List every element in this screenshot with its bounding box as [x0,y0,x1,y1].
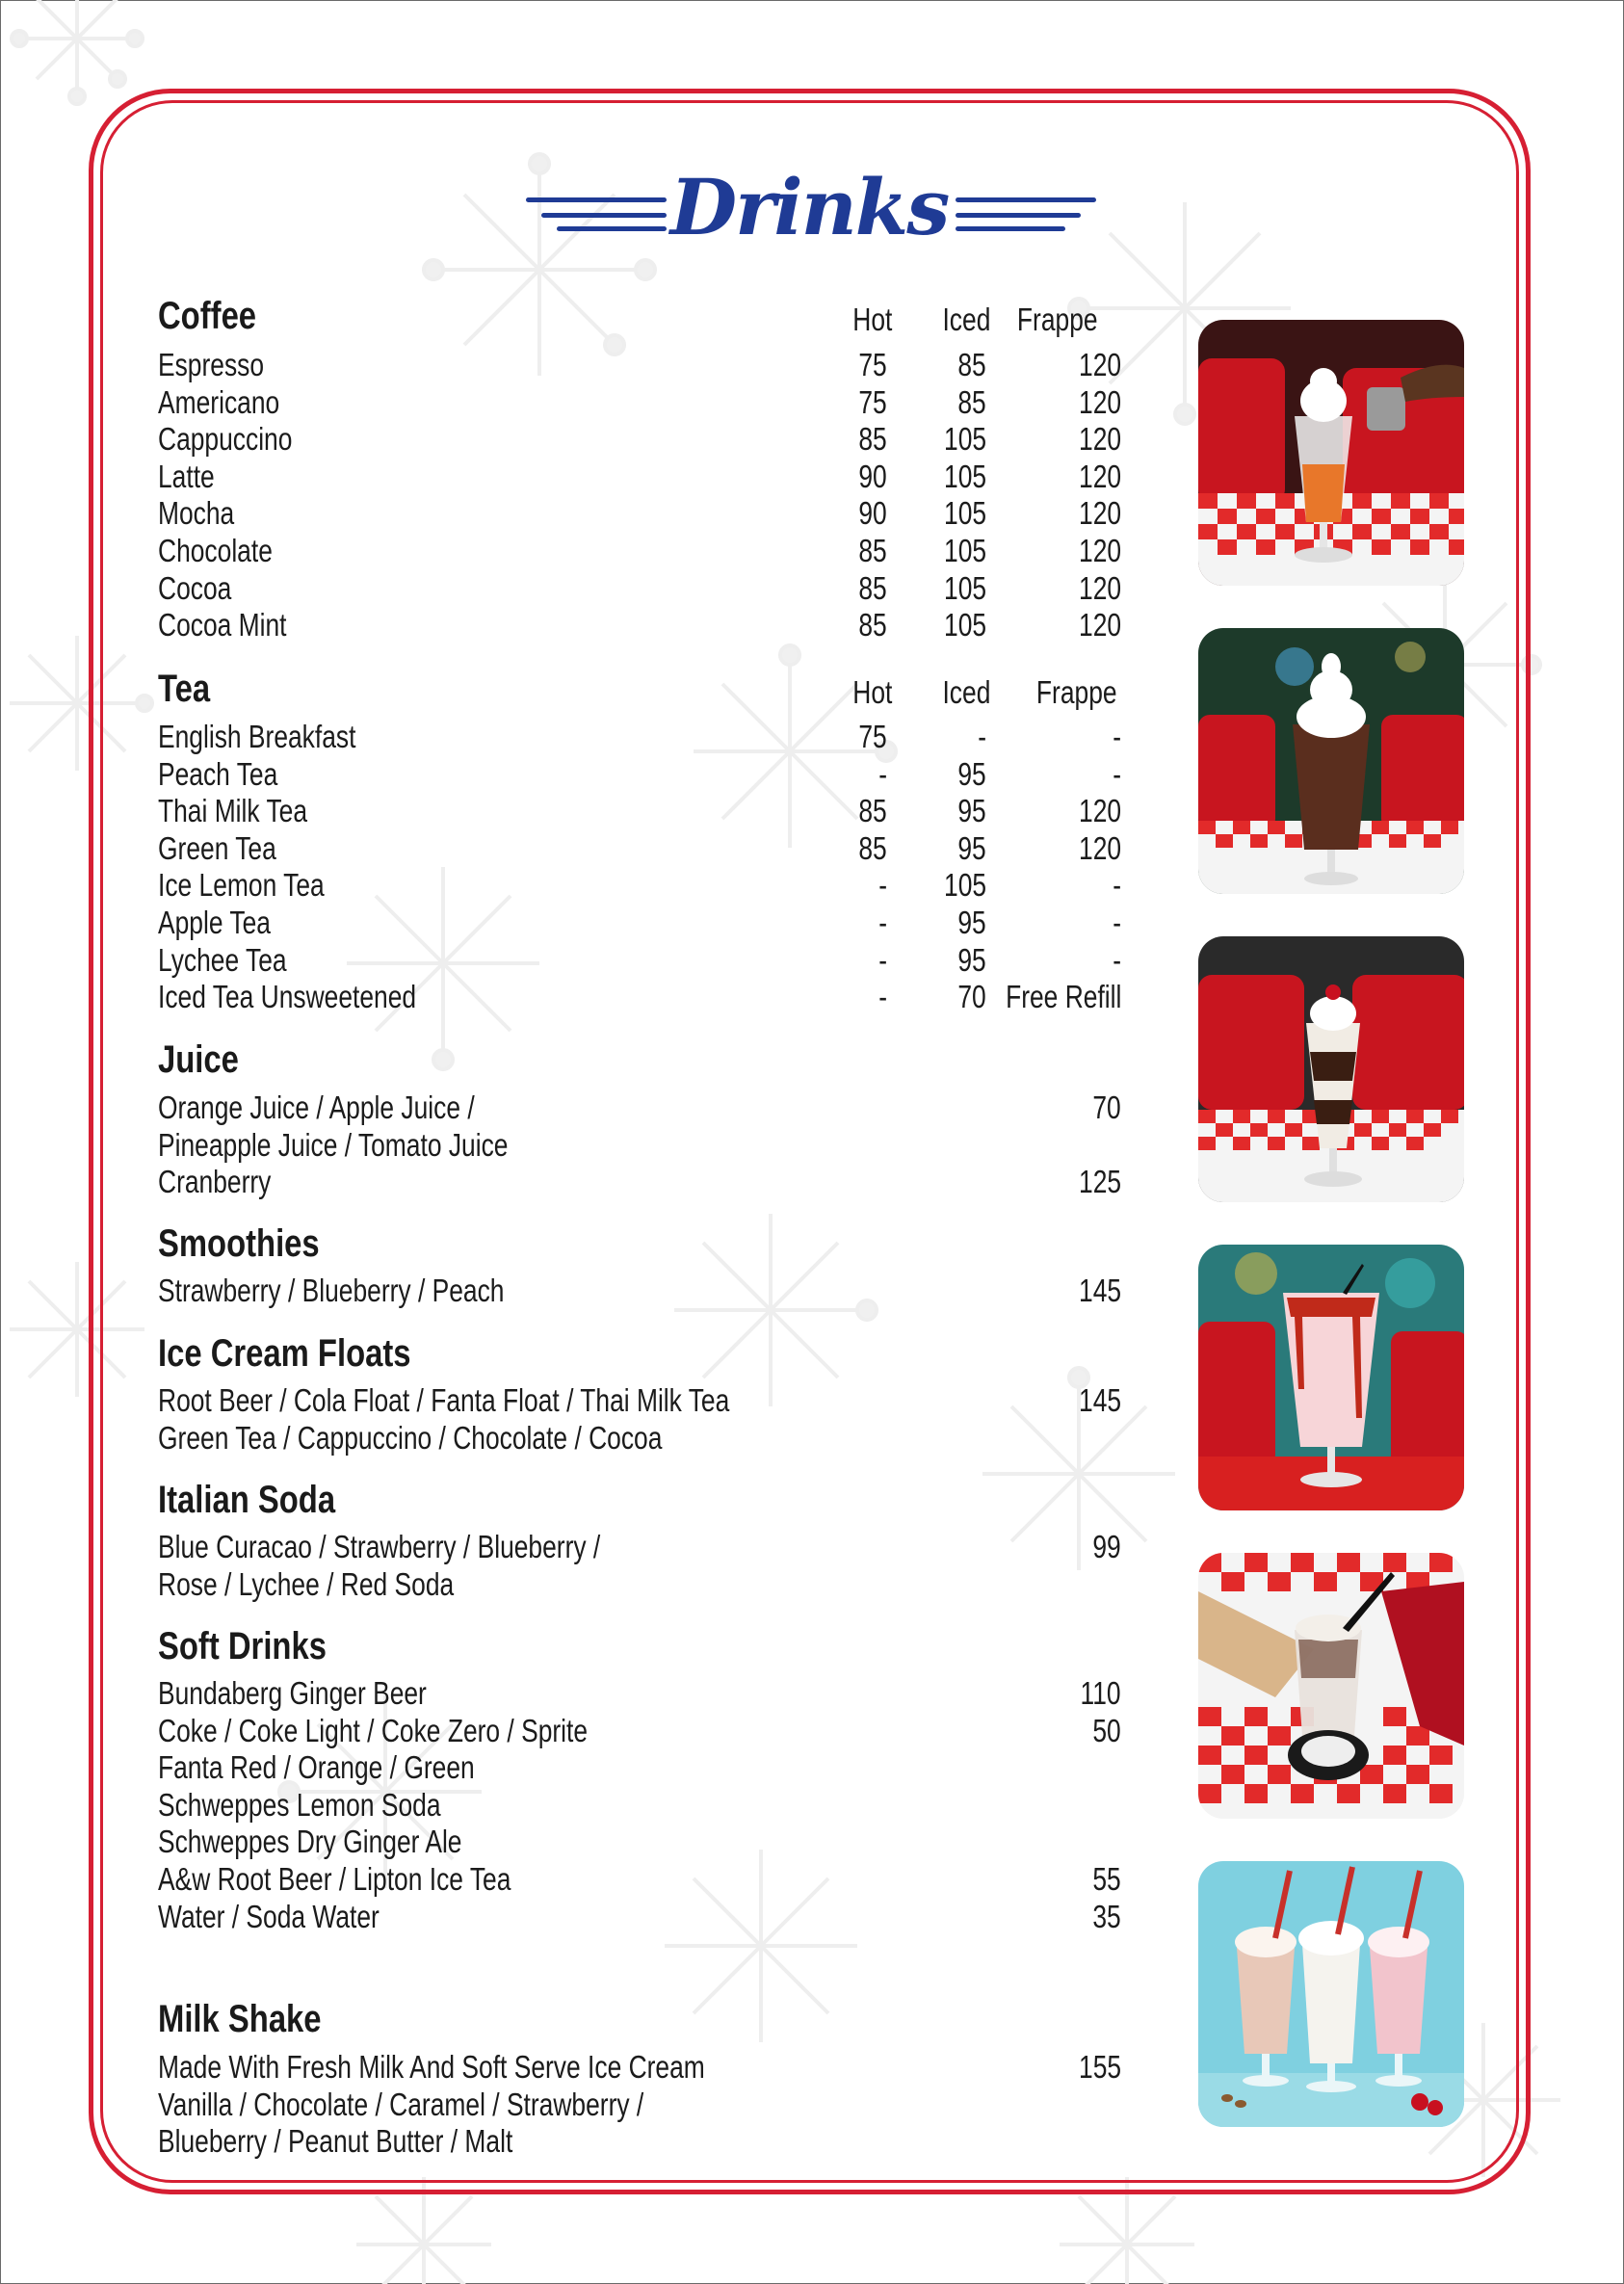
col-frappe-tea: Frappe [1036,674,1117,710]
price-hot: 75 [858,347,887,382]
price-iced: 105 [943,533,986,568]
item-name: Green Tea / Cappuccino / Chocolate / Cocoa [158,1420,663,1456]
menu-row [158,1127,1121,1164]
price: 125 [1078,1164,1121,1199]
menu-row [158,421,1121,458]
item-name: Blueberry / Peanut Butter / Malt [158,2123,513,2159]
price-hot: 85 [858,607,887,643]
menu-row [158,2049,1121,2086]
item-name: Root Beer / Cola Float / Fanta Float / Thai Milk Tea [158,1382,730,1418]
price-frappe: 120 [1078,347,1121,382]
price-frappe: - [1113,867,1121,903]
price-frappe: 120 [1078,421,1121,457]
section-heading-milk-shake: Milk Shake [158,1998,322,2040]
item-name: Schweppes Lemon Soda [158,1787,441,1823]
item-name: Rose / Lychee / Red Soda [158,1566,455,1602]
item-name: English Breakfast [158,719,356,754]
title-rule-right-1 [956,197,1096,202]
item-name: Water / Soda Water [158,1899,380,1934]
price: 99 [1092,1529,1121,1564]
section-heading-smoothies: Smoothies [158,1222,320,1265]
price-frappe: Free Refill [1005,979,1121,1014]
price-hot: 90 [858,459,887,494]
price-iced: 105 [943,570,986,606]
menu-row [158,1749,1121,1786]
menu-row [158,942,1121,979]
price: 145 [1078,1382,1121,1418]
price-iced: 95 [957,830,986,866]
chocolate-frappe-photo [1198,628,1464,894]
item-name: Strawberry / Blueberry / Peach [158,1273,505,1308]
price-iced: 70 [957,979,986,1014]
section-heading-floats: Ice Cream Floats [158,1332,411,1375]
price-frappe: 120 [1078,384,1121,420]
price-iced: 85 [957,347,986,382]
price: 70 [1092,1089,1121,1125]
title-rule-left-1 [526,197,667,202]
item-name: Fanta Red / Orange / Green [158,1749,475,1785]
price-hot: 85 [858,570,887,606]
item-name: Iced Tea Unsweetened [158,979,417,1014]
col-hot-coffee: Hot [851,302,892,337]
item-name: Cocoa Mint [158,607,287,643]
menu-row [158,533,1121,569]
item-name: Schweppes Dry Ginger Ale [158,1824,462,1859]
col-frappe-coffee: Frappe [1017,302,1098,337]
title-rule-right-2 [956,213,1081,218]
item-name: Vanilla / Chocolate / Caramel / Strawberry / [158,2087,644,2122]
item-name: Green Tea [158,830,276,866]
price-hot: - [878,942,887,978]
menu-row [158,459,1121,495]
menu-row [158,1382,1121,1419]
menu-row [158,719,1121,755]
price-hot: - [878,905,887,940]
section-heading-coffee: Coffee [158,295,257,337]
menu-row [158,2087,1121,2123]
menu-row [158,1089,1121,1126]
price: 110 [1080,1675,1121,1711]
price-frappe: - [1113,756,1121,792]
item-name: Cocoa [158,570,232,606]
item-name: Latte [158,459,215,494]
price-frappe: 120 [1078,570,1121,606]
price-frappe: - [1113,942,1121,978]
price-frappe: 120 [1078,495,1121,531]
chocolate-shake-photo [1198,1553,1464,1819]
price-iced: 105 [943,421,986,457]
menu-row [158,1787,1121,1824]
menu-row [158,793,1121,829]
col-iced-tea: Iced [942,674,990,710]
price-hot: 90 [858,495,887,531]
menu-row [158,2123,1121,2160]
menu-row [158,756,1121,793]
item-name: Blue Curacao / Strawberry / Blueberry / [158,1529,601,1564]
price-hot: 85 [858,793,887,828]
price-hot: 75 [858,384,887,420]
menu-row [158,830,1121,867]
item-name: Bundaberg Ginger Beer [158,1675,427,1711]
menu-row [158,1713,1121,1749]
price-frappe: 120 [1078,830,1121,866]
item-name: Cranberry [158,1164,272,1199]
price-iced: - [978,719,986,754]
item-name: Espresso [158,347,265,382]
price-frappe: 120 [1078,533,1121,568]
price-iced: 105 [943,459,986,494]
section-heading-soft-drinks: Soft Drinks [158,1625,327,1667]
item-name: Peach Tea [158,756,278,792]
menu-row [158,1529,1121,1565]
price-frappe: 120 [1078,607,1121,643]
item-name: Coke / Coke Light / Coke Zero / Sprite [158,1713,589,1748]
menu-row [158,867,1121,904]
price-iced: 85 [957,384,986,420]
price-frappe: - [1113,719,1121,754]
iced-coffee-photo [1198,320,1464,586]
price: 145 [1078,1273,1121,1308]
item-name: Cappuccino [158,421,293,457]
item-name: Lychee Tea [158,942,287,978]
price: 50 [1092,1713,1121,1748]
price-iced: 95 [957,756,986,792]
section-heading-italian-soda: Italian Soda [158,1479,336,1521]
price-iced: 95 [957,793,986,828]
price-iced: 105 [943,495,986,531]
menu-row [158,905,1121,941]
item-name: Apple Tea [158,905,271,940]
menu-row [158,1566,1121,1603]
price-hot: 85 [858,533,887,568]
title-rule-right-3 [956,226,1065,231]
price-frappe: - [1113,905,1121,940]
price-iced: 105 [943,607,986,643]
page-title: Drinks [669,162,949,252]
price: 35 [1092,1899,1121,1934]
menu-row [158,1420,1121,1457]
price-hot: - [878,979,887,1014]
price-frappe: 120 [1078,793,1121,828]
item-name: Mocha [158,495,235,531]
price: 155 [1078,2049,1121,2085]
menu-row [158,1273,1121,1309]
menu-row [158,1861,1121,1898]
title-rule-left-3 [557,226,667,231]
section-heading-juice: Juice [158,1038,239,1081]
item-name: Thai Milk Tea [158,793,308,828]
col-iced-coffee: Iced [942,302,990,337]
price: 55 [1092,1861,1121,1897]
menu-row [158,1164,1121,1200]
item-name: Ice Lemon Tea [158,867,325,903]
sundae-float-photo [1198,936,1464,1202]
section-heading-tea: Tea [158,668,211,710]
item-name: Americano [158,384,280,420]
menu-row [158,570,1121,607]
menu-row [158,1899,1121,1935]
price-iced: 95 [957,905,986,940]
item-name: Chocolate [158,533,273,568]
price-hot: 75 [858,719,887,754]
item-name: A&w Root Beer / Lipton Ice Tea [158,1861,511,1897]
menu-row [158,384,1121,421]
menu-row [158,607,1121,643]
item-name: Pineapple Juice / Tomato Juice [158,1127,509,1163]
col-hot-tea: Hot [851,674,892,710]
strawberry-shake-photo [1198,1245,1464,1510]
item-name: Orange Juice / Apple Juice / [158,1089,475,1125]
price-iced: 105 [943,867,986,903]
title-rule-left-2 [541,213,667,218]
price-hot: 85 [858,421,887,457]
three-milkshakes-photo [1198,1861,1464,2127]
menu-row [158,495,1121,532]
menu-row [158,347,1121,383]
menu-row [158,1675,1121,1712]
menu-row [158,1824,1121,1860]
price-hot: 85 [858,830,887,866]
price-hot: - [878,756,887,792]
price-hot: - [878,867,887,903]
price-frappe: 120 [1078,459,1121,494]
item-name: Made With Fresh Milk And Soft Serve Ice Cream [158,2049,705,2085]
price-iced: 95 [957,942,986,978]
menu-row [158,979,1121,1015]
